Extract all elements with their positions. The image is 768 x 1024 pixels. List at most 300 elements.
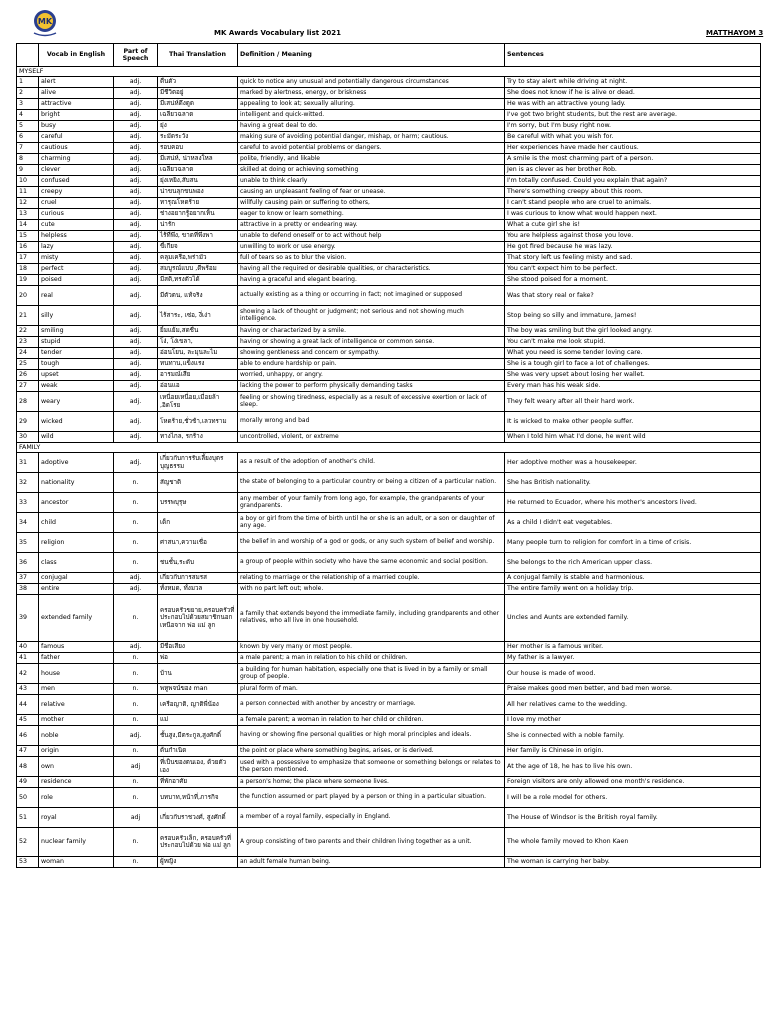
row-number: 14 xyxy=(17,220,39,231)
definition: used with a possessive to emphasize that someone or something belongs or relates to the person mentioned. xyxy=(238,757,505,777)
vocab-word: careful xyxy=(39,132,114,143)
example-sentence: I can't stand people who are cruel to animals. xyxy=(505,198,761,209)
part-of-speech: adj. xyxy=(114,381,158,392)
vocab-word: residence xyxy=(39,777,114,788)
thai-translation: ทารุณโหดร้าย xyxy=(158,198,238,209)
part-of-speech: adj. xyxy=(114,392,158,412)
mk-logo xyxy=(30,8,60,38)
definition: causing an unpleasant feeling of fear or unease. xyxy=(238,187,505,198)
definition: a male parent; a man in relation to his child or children. xyxy=(238,653,505,664)
example-sentence: I'm sorry, but I'm busy right now. xyxy=(505,121,761,132)
thai-translation: ยุ่งเหยิง,สับสน xyxy=(158,176,238,187)
thai-translation: ยิ้มแย้ม,สดชื่น xyxy=(158,326,238,337)
example-sentence: I love my mother xyxy=(505,715,761,726)
thai-translation: ผู้หญิง xyxy=(158,857,238,868)
part-of-speech: adj. xyxy=(114,359,158,370)
definition: showing gentleness and concern or sympathy. xyxy=(238,348,505,359)
definition: having all the required or desirable qualities, or characteristics. xyxy=(238,264,505,275)
thai-translation: บรรพบุรุษ xyxy=(158,493,238,513)
example-sentence: You can't expect him to be perfect. xyxy=(505,264,761,275)
example-sentence: When I told him what I'd done, he went wild xyxy=(505,432,761,443)
table-row xyxy=(17,88,761,99)
thai-translation: อ่อนแอ xyxy=(158,381,238,392)
part-of-speech: adj. xyxy=(114,220,158,231)
part-of-speech: n. xyxy=(114,695,158,715)
part-of-speech: adj. xyxy=(114,132,158,143)
example-sentence: She was very upset about losing her wallet. xyxy=(505,370,761,381)
example-sentence: She is connected with a noble family. xyxy=(505,726,761,746)
thai-translation: ที่พักอาศัย xyxy=(158,777,238,788)
vocab-word: busy xyxy=(39,121,114,132)
example-sentence: Jen is as clever as her brother Rob. xyxy=(505,165,761,176)
example-sentence: I'm totally confused. Could you explain that again? xyxy=(505,176,761,187)
example-sentence: She belongs to the rich American upper class. xyxy=(505,553,761,573)
row-number: 46 xyxy=(17,726,39,746)
vocab-column-header: Vocab in English xyxy=(39,44,114,67)
example-sentence: A conjugal family is stable and harmonious. xyxy=(505,573,761,584)
example-sentence: Try to stay alert while driving at night. xyxy=(505,77,761,88)
table-row xyxy=(17,176,761,187)
definition: the function assumed or part played by a person or thing in a particular situation. xyxy=(238,788,505,808)
thai-translation: ขี้เกียจ xyxy=(158,242,238,253)
part-of-speech: adj xyxy=(114,757,158,777)
definition: an adult female human being. xyxy=(238,857,505,868)
thai-translation: ตื่นตัว xyxy=(158,77,238,88)
table-row xyxy=(17,275,761,286)
part-of-speech: adj. xyxy=(114,326,158,337)
table-row xyxy=(17,242,761,253)
row-number: 15 xyxy=(17,231,39,242)
definition: A group consisting of two parents and their children living together as a unit. xyxy=(238,828,505,857)
definition: uncontrolled, violent, or extreme xyxy=(238,432,505,443)
table-row xyxy=(17,453,761,473)
part-of-speech: adj. xyxy=(114,453,158,473)
row-number: 29 xyxy=(17,412,39,432)
row-number: 47 xyxy=(17,746,39,757)
example-sentence: The House of Windsor is the British royal family. xyxy=(505,808,761,828)
vocab-word: wicked xyxy=(39,412,114,432)
row-number: 45 xyxy=(17,715,39,726)
thai-translation: มีชื่อเสียง xyxy=(158,642,238,653)
example-sentence: The entire family went on a holiday trip. xyxy=(505,584,761,595)
row-number: 26 xyxy=(17,370,39,381)
part-of-speech: adj. xyxy=(114,412,158,432)
example-sentence: As a child I didn't eat vegetables. xyxy=(505,513,761,533)
section-row xyxy=(17,443,761,453)
thai-translation: เฉลียวฉลาด xyxy=(158,165,238,176)
table-row xyxy=(17,198,761,209)
row-number: 31 xyxy=(17,453,39,473)
row-number: 6 xyxy=(17,132,39,143)
part-of-speech: n. xyxy=(114,473,158,493)
thai-translation: เฉลียวฉลาด xyxy=(158,110,238,121)
part-of-speech: n. xyxy=(114,664,158,684)
table-row xyxy=(17,757,761,777)
example-sentence: Was that story real or fake? xyxy=(505,286,761,306)
vocab-word: misty xyxy=(39,253,114,264)
vocab-word: child xyxy=(39,513,114,533)
table-row xyxy=(17,165,761,176)
definition: full of tears so as to blur the vision. xyxy=(238,253,505,264)
vocab-word: attractive xyxy=(39,99,114,110)
row-number: 30 xyxy=(17,432,39,443)
vocab-word: charming xyxy=(39,154,114,165)
definition: having a graceful and elegant bearing. xyxy=(238,275,505,286)
vocab-word: men xyxy=(39,684,114,695)
row-number: 19 xyxy=(17,275,39,286)
part-of-speech: adj. xyxy=(114,286,158,306)
vocab-word: tender xyxy=(39,348,114,359)
table-row xyxy=(17,77,761,88)
vocab-word: wild xyxy=(39,432,114,443)
example-sentence: Many people turn to religion for comfort in a time of crisis. xyxy=(505,533,761,553)
row-number: 24 xyxy=(17,348,39,359)
thai-translation: ยุ่ง xyxy=(158,121,238,132)
definition: polite, friendly, and likable xyxy=(238,154,505,165)
part-of-speech: adj. xyxy=(114,143,158,154)
definition: a group of people within society who have the same economic and social position. xyxy=(238,553,505,573)
part-of-speech: adj. xyxy=(114,165,158,176)
table-row xyxy=(17,573,761,584)
definition: making sure of avoiding potential danger, mishap, or harm; cautious. xyxy=(238,132,505,143)
example-sentence: The woman is carrying her baby. xyxy=(505,857,761,868)
section-row xyxy=(17,67,761,77)
example-sentence: I've got two bright students, but the rest are average. xyxy=(505,110,761,121)
table-row xyxy=(17,381,761,392)
part-of-speech: n. xyxy=(114,684,158,695)
vocab-word: alert xyxy=(39,77,114,88)
number-column-header xyxy=(17,44,39,67)
thai-translation: ชนชั้น,ระดับ xyxy=(158,553,238,573)
vocab-word: adoptive xyxy=(39,453,114,473)
example-sentence: At the age of 18, he has to live his own. xyxy=(505,757,761,777)
definition: a family that extends beyond the immediate family, including grandparents and other relatives, who all live in one household. xyxy=(238,595,505,642)
row-number: 7 xyxy=(17,143,39,154)
example-sentence: You can't make me look stupid. xyxy=(505,337,761,348)
row-number: 33 xyxy=(17,493,39,513)
table-row xyxy=(17,154,761,165)
thai-translation: บทบาท,หน้าที่,ภารกิจ xyxy=(158,788,238,808)
vocab-word: ancestor xyxy=(39,493,114,513)
example-sentence: A smile is the most charming part of a person. xyxy=(505,154,761,165)
example-sentence: Uncles and Aunts are extended family. xyxy=(505,595,761,642)
part-of-speech: n. xyxy=(114,828,158,857)
table-row xyxy=(17,231,761,242)
row-number: 10 xyxy=(17,176,39,187)
vocab-word: cruel xyxy=(39,198,114,209)
example-sentence: That story left us feeling misty and sad. xyxy=(505,253,761,264)
vocab-word: smiling xyxy=(39,326,114,337)
definition: unable to defend oneself or to act without help xyxy=(238,231,505,242)
table-row xyxy=(17,788,761,808)
table-row xyxy=(17,533,761,553)
part-of-speech: n. xyxy=(114,553,158,573)
table-row xyxy=(17,857,761,868)
definition: a boy or girl from the time of birth until he or she is an adult, or a son or daughter of any age. xyxy=(238,513,505,533)
thai-translation: คลุมเครือ,พร่ามัว xyxy=(158,253,238,264)
row-number: 50 xyxy=(17,788,39,808)
part-of-speech: adj. xyxy=(114,88,158,99)
definition: showing a lack of thought or judgment; not serious and not showing much intelligence. xyxy=(238,306,505,326)
example-sentence: What a cute girl she is! xyxy=(505,220,761,231)
table-row xyxy=(17,473,761,493)
table-row xyxy=(17,653,761,664)
example-sentence: Stop being so silly and immature, James! xyxy=(505,306,761,326)
thai-translation: น่าขนลุกขนพอง xyxy=(158,187,238,198)
vocab-word: class xyxy=(39,553,114,573)
example-sentence: She does not know if he is alive or dead. xyxy=(505,88,761,99)
row-number: 51 xyxy=(17,808,39,828)
table-row xyxy=(17,412,761,432)
vocab-word: weak xyxy=(39,381,114,392)
definition: a female parent; a woman in relation to her child or children. xyxy=(238,715,505,726)
definition: the point or place where something begins, arises, or is derived. xyxy=(238,746,505,757)
definition: attractive in a pretty or endearing way. xyxy=(238,220,505,231)
table-row xyxy=(17,584,761,595)
example-sentence: Praise makes good men better, and bad men worse. xyxy=(505,684,761,695)
table-row xyxy=(17,432,761,443)
table-row xyxy=(17,209,761,220)
vocab-word: tough xyxy=(39,359,114,370)
part-of-speech: adj. xyxy=(114,432,158,443)
part-of-speech: adj. xyxy=(114,187,158,198)
row-number: 53 xyxy=(17,857,39,868)
thai-translation: ทั้งหมด, ทั้งมวล xyxy=(158,584,238,595)
row-number: 35 xyxy=(17,533,39,553)
definition: quick to notice any unusual and potentially dangerous circumstances xyxy=(238,77,505,88)
definition: careful to avoid potential problems or dangers. xyxy=(238,143,505,154)
example-sentence: He was with an attractive young lady. xyxy=(505,99,761,110)
definition: feeling or showing tiredness, especially as a result of excessive exertion or lack of sleep. xyxy=(238,392,505,412)
table-row xyxy=(17,642,761,653)
part-of-speech: adj. xyxy=(114,573,158,584)
thai-translation: ทางไกล, รกร้าง xyxy=(158,432,238,443)
vocab-word: lazy xyxy=(39,242,114,253)
row-number: 9 xyxy=(17,165,39,176)
thai-translation: เกี่ยวกับการรับเลี้ยงบุตรบุญธรรม xyxy=(158,453,238,473)
vocab-word: famous xyxy=(39,642,114,653)
table-row xyxy=(17,595,761,642)
definition: known by very many or most people. xyxy=(238,642,505,653)
row-number: 25 xyxy=(17,359,39,370)
example-sentence: Her mother is a famous writer. xyxy=(505,642,761,653)
row-number: 38 xyxy=(17,584,39,595)
row-number: 43 xyxy=(17,684,39,695)
part-of-speech: adj. xyxy=(114,231,158,242)
thai-translation: ครอบครัวขยาย,ครอบครัวที่ประกอบไปด้วยสมาชิกนอกเหนือจาก พ่อ แม่ ลูก xyxy=(158,595,238,642)
row-number: 49 xyxy=(17,777,39,788)
definition: intelligent and quick-witted. xyxy=(238,110,505,121)
example-sentence: Her adoptive mother was a housekeeper. xyxy=(505,453,761,473)
row-number: 12 xyxy=(17,198,39,209)
table-row xyxy=(17,493,761,513)
row-number: 34 xyxy=(17,513,39,533)
definition: morally wrong and bad xyxy=(238,412,505,432)
table-row xyxy=(17,370,761,381)
part-of-speech: adj. xyxy=(114,110,158,121)
thai-translation: อ่อนโยน, ละมุนละไม xyxy=(158,348,238,359)
vocab-word: silly xyxy=(39,306,114,326)
row-number: 3 xyxy=(17,99,39,110)
vocab-word: clever xyxy=(39,165,114,176)
thai-translation: มีชีวิตอยู่ xyxy=(158,88,238,99)
example-sentence: My father is a lawyer. xyxy=(505,653,761,664)
thai-translation: เหนื่อยเหนื่อย,เมื่อยล้า ,อิดโรย xyxy=(158,392,238,412)
part-of-speech: adj. xyxy=(114,726,158,746)
part-of-speech: adj. xyxy=(114,253,158,264)
part-of-speech: adj. xyxy=(114,348,158,359)
table-row xyxy=(17,286,761,306)
vocab-word: mother xyxy=(39,715,114,726)
part-of-speech: adj. xyxy=(114,584,158,595)
part-of-speech: n. xyxy=(114,513,158,533)
thai-translation: ต้นกำเนิด xyxy=(158,746,238,757)
part-of-speech: adj. xyxy=(114,176,158,187)
thai-translation: ระมัดระวัง xyxy=(158,132,238,143)
row-number: 20 xyxy=(17,286,39,306)
part-of-speech: adj. xyxy=(114,264,158,275)
thai-translation: รอบคอบ xyxy=(158,143,238,154)
thai-translation: เด็ก xyxy=(158,513,238,533)
vocab-word: nuclear family xyxy=(39,828,114,857)
vocab-word: curious xyxy=(39,209,114,220)
table-row xyxy=(17,695,761,715)
definition: any member of your family from long ago, for example, the grandparents of your grandparents. xyxy=(238,493,505,513)
thai-translation: สัญชาติ xyxy=(158,473,238,493)
definition: a building for human habitation, especially one that is lived in by a family or small group of people. xyxy=(238,664,505,684)
row-number: 40 xyxy=(17,642,39,653)
vocab-word: entire xyxy=(39,584,114,595)
thai-translation: ทนทาน,แข็งแรง xyxy=(158,359,238,370)
table-row xyxy=(17,715,761,726)
example-sentence: It is wicked to make other people suffer. xyxy=(505,412,761,432)
definition: the state of belonging to a particular country or being a citizen of a particular nation. xyxy=(238,473,505,493)
definition: worried, unhappy, or angry. xyxy=(238,370,505,381)
table-row xyxy=(17,392,761,412)
table-row xyxy=(17,253,761,264)
vocab-word: religion xyxy=(39,533,114,553)
definition: a person connected with another by ancestry or marriage. xyxy=(238,695,505,715)
thai-translation: น่ารัก xyxy=(158,220,238,231)
vocab-word: royal xyxy=(39,808,114,828)
example-sentence: Every man has his weak side. xyxy=(505,381,761,392)
row-number: 27 xyxy=(17,381,39,392)
example-sentence: She has British nationality. xyxy=(505,473,761,493)
table-row xyxy=(17,132,761,143)
table-row xyxy=(17,99,761,110)
row-number: 4 xyxy=(17,110,39,121)
definition: appealing to look at; sexually alluring. xyxy=(238,99,505,110)
table-row xyxy=(17,726,761,746)
part-of-speech: n. xyxy=(114,715,158,726)
thai-translation: พหูพจน์ของ man xyxy=(158,684,238,695)
row-number: 37 xyxy=(17,573,39,584)
row-number: 44 xyxy=(17,695,39,715)
table-row xyxy=(17,359,761,370)
part-of-speech: adj. xyxy=(114,642,158,653)
pos-column-header: Part of Speech xyxy=(114,44,158,67)
svg-text:MK: MK xyxy=(37,17,53,26)
vocab-word: bright xyxy=(39,110,114,121)
example-sentence: The boy was smiling but the girl looked angry. xyxy=(505,326,761,337)
definition: actually existing as a thing or occurring in fact; not imagined or supposed xyxy=(238,286,505,306)
example-sentence: She is a tough girl to face a lot of challenges. xyxy=(505,359,761,370)
vocab-word: noble xyxy=(39,726,114,746)
table-row xyxy=(17,326,761,337)
vocab-word: woman xyxy=(39,857,114,868)
example-sentence: Be careful with what you wish for. xyxy=(505,132,761,143)
table-row xyxy=(17,306,761,326)
thai-translation: บ้าน xyxy=(158,664,238,684)
row-number: 36 xyxy=(17,553,39,573)
definition: having or showing a great lack of intelligence or common sense. xyxy=(238,337,505,348)
row-number: 41 xyxy=(17,653,39,664)
page-header xyxy=(16,6,768,42)
example-sentence: He returned to Ecuador, where his mother's ancestors lived. xyxy=(505,493,761,513)
thai-translation: โง่, โง่เขลา, xyxy=(158,337,238,348)
vocab-word: origin xyxy=(39,746,114,757)
thai-translation: ที่เป็นของตนเอง, ด้วยตัวเอง xyxy=(158,757,238,777)
vocab-word: extended family xyxy=(39,595,114,642)
example-sentence: The whole family moved to Khon Kaen xyxy=(505,828,761,857)
table-row xyxy=(17,337,761,348)
vocab-word: relative xyxy=(39,695,114,715)
row-number: 11 xyxy=(17,187,39,198)
table-header-row xyxy=(17,44,761,67)
part-of-speech: n. xyxy=(114,653,158,664)
vocabulary-table xyxy=(16,43,761,868)
part-of-speech: adj. xyxy=(114,242,158,253)
part-of-speech: n. xyxy=(114,595,158,642)
row-number: 21 xyxy=(17,306,39,326)
row-number: 48 xyxy=(17,757,39,777)
row-number: 17 xyxy=(17,253,39,264)
vocab-word: creepy xyxy=(39,187,114,198)
thai-translation: อารมณ์เสีย xyxy=(158,370,238,381)
part-of-speech: adj. xyxy=(114,275,158,286)
table-row xyxy=(17,746,761,757)
definition: a member of a royal family, especially in England. xyxy=(238,808,505,828)
thai-translation: ไร้สาระ, เซ่อ, งี่เง่า xyxy=(158,306,238,326)
thai-translation: ช่างอยากรู้อยากเห็น xyxy=(158,209,238,220)
thai-translation: แม่ xyxy=(158,715,238,726)
vocab-word: conjugal xyxy=(39,573,114,584)
thai-translation: ชั้นสูง,มีตระกูล,สูงศักดิ์ xyxy=(158,726,238,746)
example-sentence: What you need is some tender loving care. xyxy=(505,348,761,359)
example-sentence: All her relatives came to the wedding. xyxy=(505,695,761,715)
table-row xyxy=(17,220,761,231)
example-sentence: They felt weary after all their hard work. xyxy=(505,392,761,412)
thai-translation: โหดร้าย,ชั่วช้า,เลวทราม xyxy=(158,412,238,432)
thai-translation: มีตัวตน, แท้จริง xyxy=(158,286,238,306)
part-of-speech: adj xyxy=(114,808,158,828)
part-of-speech: n. xyxy=(114,788,158,808)
vocab-word: father xyxy=(39,653,114,664)
section-label: FAMILY xyxy=(17,443,761,453)
definition: the belief in and worship of a god or gods, or any such system of belief and worship. xyxy=(238,533,505,553)
definition: as a result of the adoption of another's child. xyxy=(238,453,505,473)
vocab-word: nationality xyxy=(39,473,114,493)
definition: with no part left out; whole. xyxy=(238,584,505,595)
example-sentence: She stood poised for a moment. xyxy=(505,275,761,286)
definition: plural form of man. xyxy=(238,684,505,695)
vocab-word: confused xyxy=(39,176,114,187)
row-number: 1 xyxy=(17,77,39,88)
part-of-speech: adj. xyxy=(114,198,158,209)
vocab-word: cute xyxy=(39,220,114,231)
row-number: 2 xyxy=(17,88,39,99)
vocab-word: own xyxy=(39,757,114,777)
